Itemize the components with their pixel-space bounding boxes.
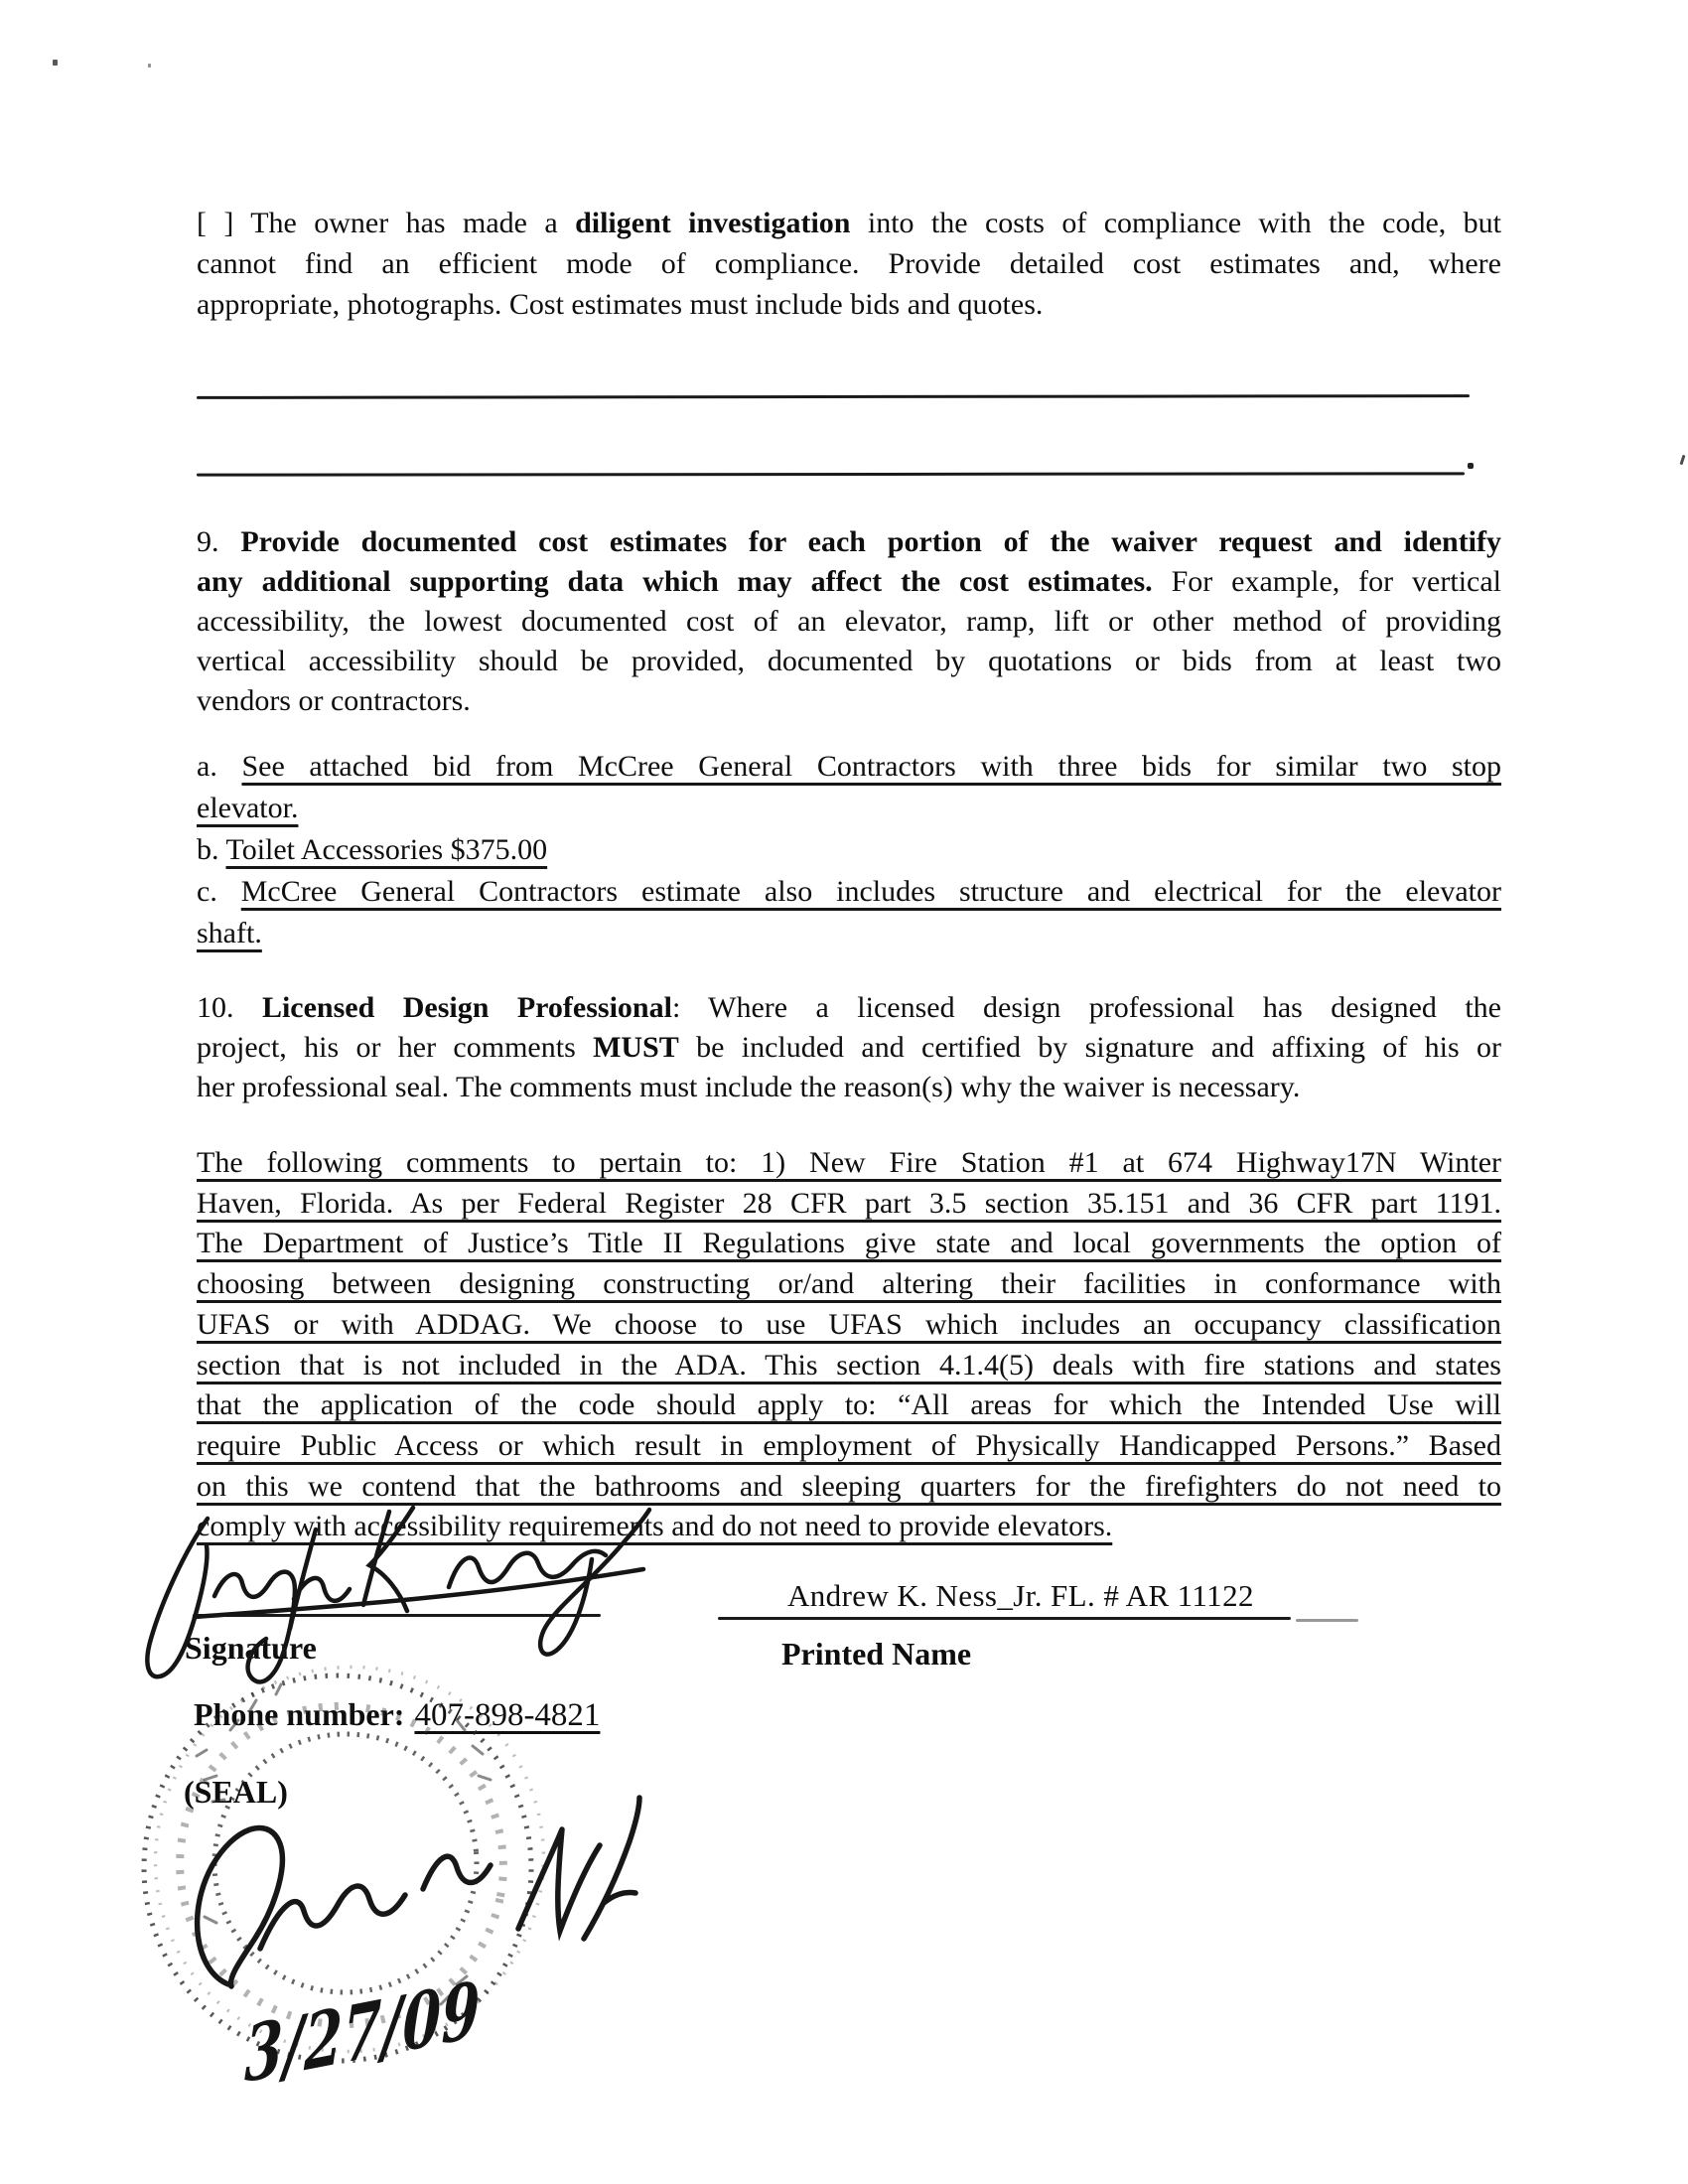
bold-text-run: Provide documented cost estimates for each portion of the waiver request and identify (240, 525, 1502, 558)
text-line (197, 1184, 1501, 1225)
bid-item-c-cont (197, 913, 1501, 954)
seal-label: (SEAL) (184, 1774, 288, 1810)
text-line (197, 1305, 1501, 1346)
text-line (197, 988, 1501, 1028)
text-line: vertical accessibility should be provided, documented by quotations or bids from at least two (197, 645, 1501, 677)
text-line (197, 1467, 1501, 1508)
text-run: The owner has made a (233, 207, 576, 239)
text-line: cannot find an efficient mode of compliance. Provide detailed cost estimates and, where (197, 247, 1501, 280)
text-line (197, 1385, 1501, 1426)
signature-label: Signature (185, 1630, 317, 1666)
text-run: into the costs of compliance with the code, but (850, 207, 1502, 239)
underlined-text-run: Toilet Accessories $375.00 (225, 833, 548, 866)
item-letter: a. (197, 750, 242, 783)
text-line (197, 522, 1501, 562)
underlined-text-run: elevator. (197, 792, 299, 824)
text-line (197, 1346, 1501, 1386)
underlined-text-run: require Public Access or which result in employment of Physically Handicapped Persons.” Based (197, 1428, 1501, 1462)
printed-name-value: Andrew K. Ness_Jr. FL. # AR 11122 (787, 1578, 1254, 1613)
item-number: 10. (197, 991, 262, 1024)
item-9-paragraph (197, 522, 1501, 721)
bid-item-a (197, 746, 1501, 788)
handwritten-date: 3/27/09 (243, 1963, 482, 2101)
checkbox-paragraph (197, 203, 1501, 325)
text-line: her professional seal. The comments must include the reason(s) why the waiver is necessary. (197, 1071, 1301, 1103)
underlined-text-run: See attached bid from McCree General Contractors with three bids for similar two stop (241, 750, 1501, 783)
phone-row (194, 1696, 600, 1734)
underlined-text-run: shaft. (197, 917, 262, 949)
underlined-text-run: Haven, Florida. As per Federal Register 28 CFR part 3.5 section 35.151 and 36 CFR part 1191. (197, 1186, 1501, 1220)
seal-date-group (227, 1964, 498, 2101)
printed-name-line-fragment (1296, 1619, 1358, 1622)
text-line (197, 1028, 1501, 1068)
scan-speck (53, 60, 58, 66)
item-10-paragraph (197, 988, 1501, 1107)
phone-label: Phone number: (194, 1696, 405, 1732)
text-line: vendors or contractors. (197, 684, 471, 717)
text-line (197, 1426, 1501, 1467)
signature-line (193, 1614, 601, 1617)
design-professional-comments (197, 1143, 1501, 1547)
text-line (197, 203, 1501, 243)
underlined-text-run: on this we contend that the bathrooms and sleeping quarters for the firefighters do not need to (197, 1469, 1501, 1503)
seal-ghost-ring (92, 1617, 607, 2115)
bold-text-run: diligent investigation (575, 207, 851, 239)
underlined-text-run: comply with accessibility requirements and do not need to provide elevators. (197, 1510, 1113, 1543)
bid-item-a-cont (197, 788, 1501, 829)
item-letter: c. (197, 875, 241, 908)
underlined-text-run: McCree General Contractors estimate also includes structure and electrical for the elevator (240, 875, 1501, 908)
scan-speck (1680, 455, 1686, 465)
underlined-text-run: that the application of the code should apply to: “All areas for which the Intended Use will (197, 1388, 1501, 1422)
underlined-text-run: section that is not included in the ADA. This section 4.1.4(5) deals with fire stations and states (197, 1348, 1501, 1382)
bid-items-list (197, 746, 1501, 954)
seal-inner-ring (204, 1723, 488, 2003)
printed-name-label: Printed Name (781, 1636, 972, 1672)
phone-number-value: 407-898-4821 (414, 1697, 601, 1733)
bold-text-run: MUST (593, 1031, 679, 1064)
underlined-text-run: The following comments to pertain to: 1) New Fire Station #1 at 674 Highway17N Winter (197, 1146, 1501, 1179)
underlined-text-run: UFAS or with ADDAG. We choose to use UFAS which includes an occupancy classification (197, 1307, 1501, 1341)
text-line: appropriate, photographs. Cost estimates must include bids and quotes. (197, 288, 1044, 321)
blank-line-1 (197, 394, 1470, 399)
seal-handwritten-signature (198, 1798, 639, 1986)
period-mark (1468, 463, 1474, 469)
text-line (197, 1143, 1501, 1184)
text-line (197, 1264, 1501, 1305)
printed-name-line (718, 1617, 1291, 1620)
blank-line-2 (197, 472, 1465, 476)
bid-item-b (197, 829, 1501, 871)
text-run: be included and certified by signature and affixing of his or (678, 1031, 1501, 1064)
text-line (197, 1507, 1501, 1547)
text-line (197, 1224, 1501, 1264)
item-number: 9. (197, 525, 241, 558)
text-line: accessibility, the lowest documented cost of an elevator, ramp, lift or other method of providing (197, 605, 1501, 638)
underlined-text-run: choosing between designing constructing or/and altering their facilities in conformance with (197, 1267, 1501, 1301)
item-letter: b. (197, 833, 226, 866)
bold-text-run: Licensed Design Professional (261, 991, 672, 1024)
bid-item-c (197, 871, 1501, 913)
text-run: : Where a licensed design professional has designed the (671, 991, 1501, 1024)
underlined-text-run: The Department of Justice’s Title II Regulations give state and local governments the option of (197, 1227, 1501, 1260)
checkbox-empty: [ ] (197, 207, 234, 239)
bold-text-run: any additional supporting data which may affect the cost estimates. (197, 565, 1153, 598)
scan-speck (148, 64, 151, 68)
text-line (197, 562, 1501, 602)
text-run: project, his or her comments (197, 1031, 594, 1064)
text-run: For example, for vertical (1152, 565, 1501, 598)
